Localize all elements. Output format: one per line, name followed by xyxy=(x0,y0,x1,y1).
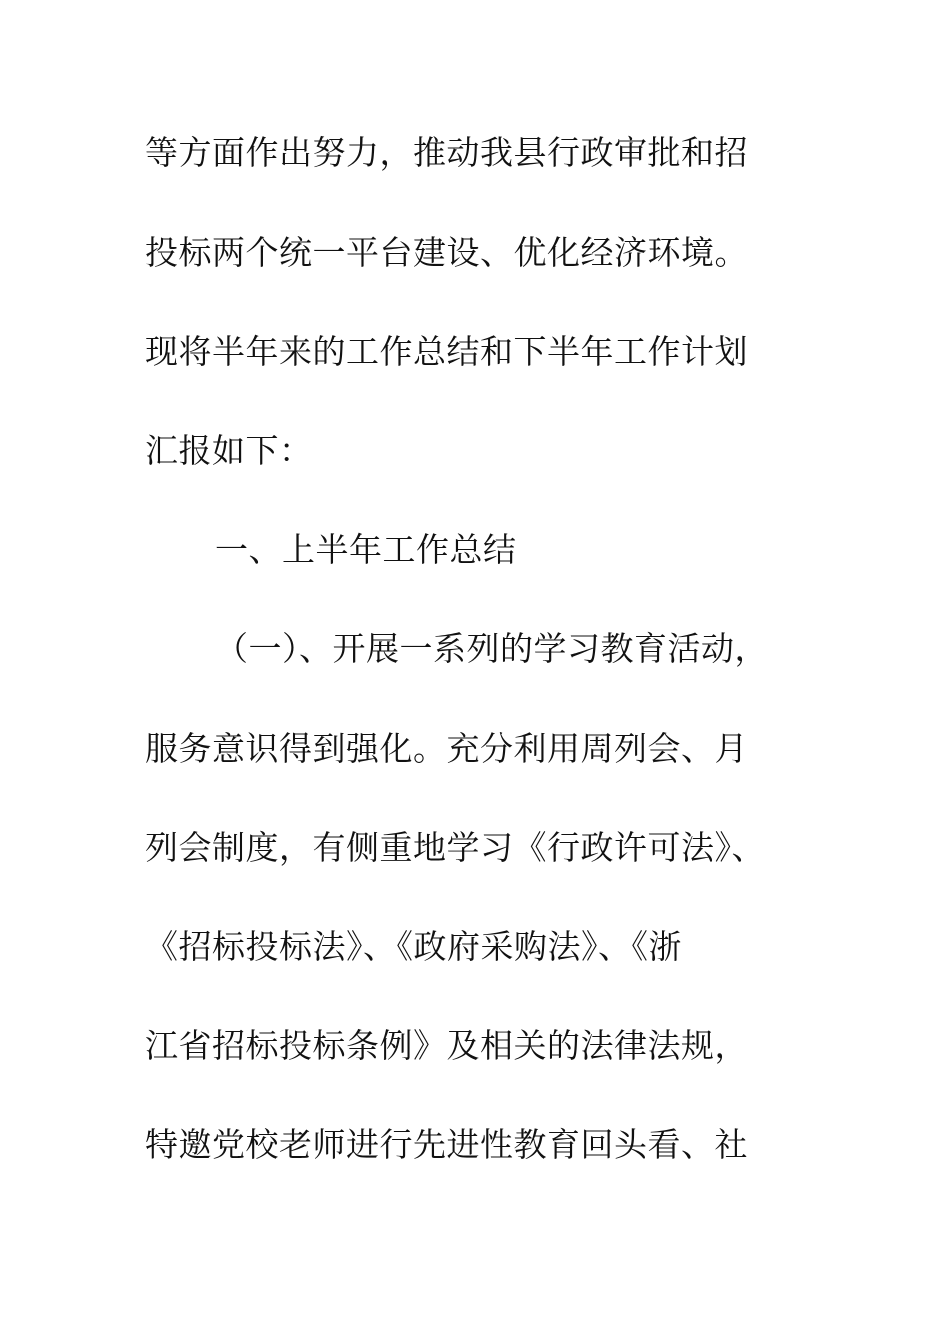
text-line: 投标两个统一平台建设、优化经济环境。 xyxy=(145,233,748,272)
text-line: 江省招标投标条例》及相关的法律法规， xyxy=(145,1026,748,1065)
section-heading: 一、上半年工作总结 xyxy=(215,530,517,569)
text-line: 等方面作出努力，推动我县行政审批和招 xyxy=(145,133,748,172)
text-line: 汇报如下： xyxy=(145,431,313,470)
text-line: 列会制度，有侧重地学习《行政许可法》、 xyxy=(145,828,765,867)
text-line: 服务意识得到强化。充分利用周列会、月 xyxy=(145,729,748,768)
text-line: 特邀党校老师进行先进性教育回头看、社 xyxy=(145,1125,748,1164)
text-line: 现将半年来的工作总结和下半年工作计划 xyxy=(145,332,748,371)
subsection-heading: （一）、开展一系列的学习教育活动， xyxy=(215,629,768,668)
text-line: 《招标投标法》、《政府采购法》、《浙 xyxy=(145,927,682,966)
